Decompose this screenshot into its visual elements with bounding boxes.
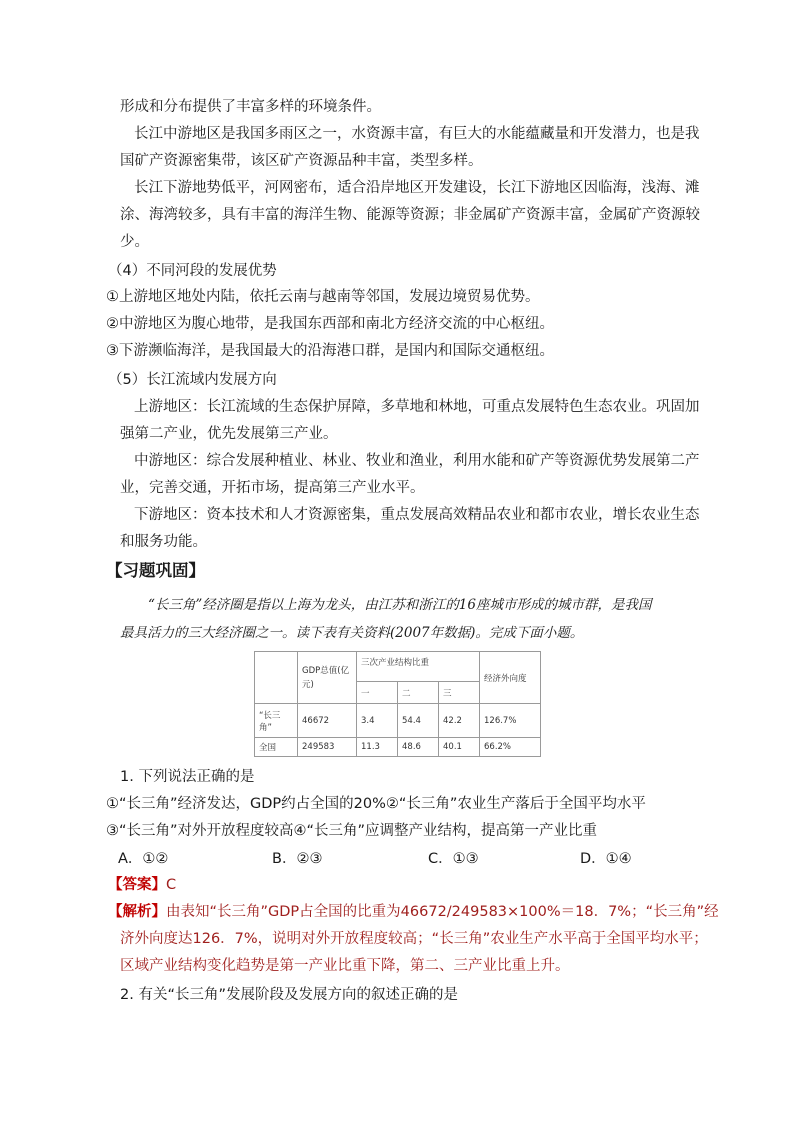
answer-value: C xyxy=(166,877,177,893)
intro-line: 最具活力的三大经济圈之一。读下表有关资料(2007年数据)。完成下面小题。 xyxy=(120,625,584,641)
choice-c: C．①③ xyxy=(428,851,479,867)
table-header-structure: 三次产业结构比重 xyxy=(357,652,480,682)
table-cell-s3: 40.1 xyxy=(439,738,480,757)
paragraph-line: 上游地区：长江流域的生态保护屏障，多草地和林地，可重点发展特色生态农业。巩固加 xyxy=(134,399,700,415)
paragraph-line: 长江下游地势低平，河网密布，适合沿岸地区开发建设，长江下游地区因临海，浅海、滩 xyxy=(134,180,700,196)
paragraph-line: 和服务功能。 xyxy=(120,534,207,550)
choice-d: D．①④ xyxy=(580,851,632,867)
paragraph-line: 涂、海湾较多，具有丰富的海洋生物、能源等资源；非金属矿产资源丰富，金属矿产资源较 xyxy=(120,207,700,223)
table-header-openness: 经济外向度 xyxy=(480,652,541,704)
table-cell-s3: 42.2 xyxy=(439,704,480,738)
choice-b: B．②③ xyxy=(272,851,323,867)
question-1-statements: ③“长三角”对外开放程度较高④“长三角”应调整产业结构，提高第一产业比重 xyxy=(106,823,598,839)
question-1-stem: 1. 下列说法正确的是 xyxy=(120,769,255,785)
choice-a: A．①② xyxy=(118,851,169,867)
analysis-text: 济外向度达126．7%，说明对外开放程度较高；“长三角”农业生产水平高于全国平均水平； xyxy=(120,931,708,947)
section-heading: 【习题巩固】 xyxy=(106,561,205,580)
table-cell-s2: 48.6 xyxy=(398,738,439,757)
table-header-gdp: GDP总值(亿元) xyxy=(298,652,357,704)
analysis-label: 【解析】 xyxy=(108,904,166,920)
paragraph-line: 业，完善交通，开拓市场，提高第三产业水平。 xyxy=(120,480,425,496)
table-header-secondary: 二 xyxy=(398,682,439,704)
table-corner-cell xyxy=(255,652,298,704)
list-item: ①上游地区地处内陆，依托云南与越南等邻国，发展边境贸易优势。 xyxy=(106,289,540,305)
table-cell-gdp: 46672 xyxy=(298,704,357,738)
paragraph-line: 下游地区：资本技术和人才资源密集，重点发展高效精品农业和都市农业，增长农业生态 xyxy=(134,507,700,523)
paragraph-line: 长江中游地区是我国多雨区之一，水资源丰富，有巨大的水能蕴藏量和开发潜力，也是我 xyxy=(134,126,700,142)
paragraph-line: 少。 xyxy=(120,234,149,250)
answer-label: 【答案】 xyxy=(108,877,166,893)
table-row xyxy=(255,704,541,738)
table-row xyxy=(255,738,541,757)
analysis-text: 由表知“长三角”GDP占全国的比重为46672/249583×100%＝18．7%；“长三角”经 xyxy=(166,904,719,920)
subsection-title: （5）长江流域内发展方向 xyxy=(108,372,277,388)
table-cell-s2: 54.4 xyxy=(398,704,439,738)
table-cell-s1: 3.4 xyxy=(357,704,398,738)
paragraph-line: 形成和分布提供了丰富多样的环境条件。 xyxy=(120,99,381,115)
table-cell-s1: 11.3 xyxy=(357,738,398,757)
table-header-tertiary: 三 xyxy=(439,682,480,704)
analysis-text: 区域产业结构变化趋势是第一产业比重下降，第二、三产业比重上升。 xyxy=(120,958,570,974)
table-cell-openness: 66.2% xyxy=(480,738,541,757)
table-header-primary: 一 xyxy=(357,682,398,704)
intro-line: “长三角”经济圈是指以上海为龙头，由江苏和浙江的16座城市形成的城市群，是我国 xyxy=(148,597,652,613)
table-cell-region: 全国 xyxy=(255,738,298,757)
paragraph-line: 强第二产业，优先发展第三产业。 xyxy=(120,426,338,442)
list-item: ③下游濒临海洋，是我国最大的沿海港口群，是国内和国际交通枢纽。 xyxy=(106,343,554,359)
list-item: ②中游地区为腹心地带，是我国东西部和南北方经济交流的中心枢纽。 xyxy=(106,316,554,332)
table-cell-openness: 126.7% xyxy=(480,704,541,738)
paragraph-line: 中游地区：综合发展种植业、林业、牧业和渔业，利用水能和矿产等资源优势发展第二产 xyxy=(134,453,700,469)
analysis-line xyxy=(108,899,719,925)
paragraph-line: 国矿产资源密集带，该区矿产资源品种丰富，类型多样。 xyxy=(120,153,483,169)
table-cell-gdp: 249583 xyxy=(298,738,357,757)
question-1-statements: ①“长三角”经济发达，GDP约占全国的20%②“长三角”农业生产落后于全国平均水平 xyxy=(106,796,646,812)
table-cell-region: “长三角” xyxy=(255,704,298,738)
answer-line xyxy=(108,872,176,898)
subsection-title: （4）不同河段的发展优势 xyxy=(108,263,277,279)
question-2-stem: 2. 有关“长三角”发展阶段及发展方向的叙述正确的是 xyxy=(120,987,458,1003)
data-table xyxy=(254,651,541,757)
